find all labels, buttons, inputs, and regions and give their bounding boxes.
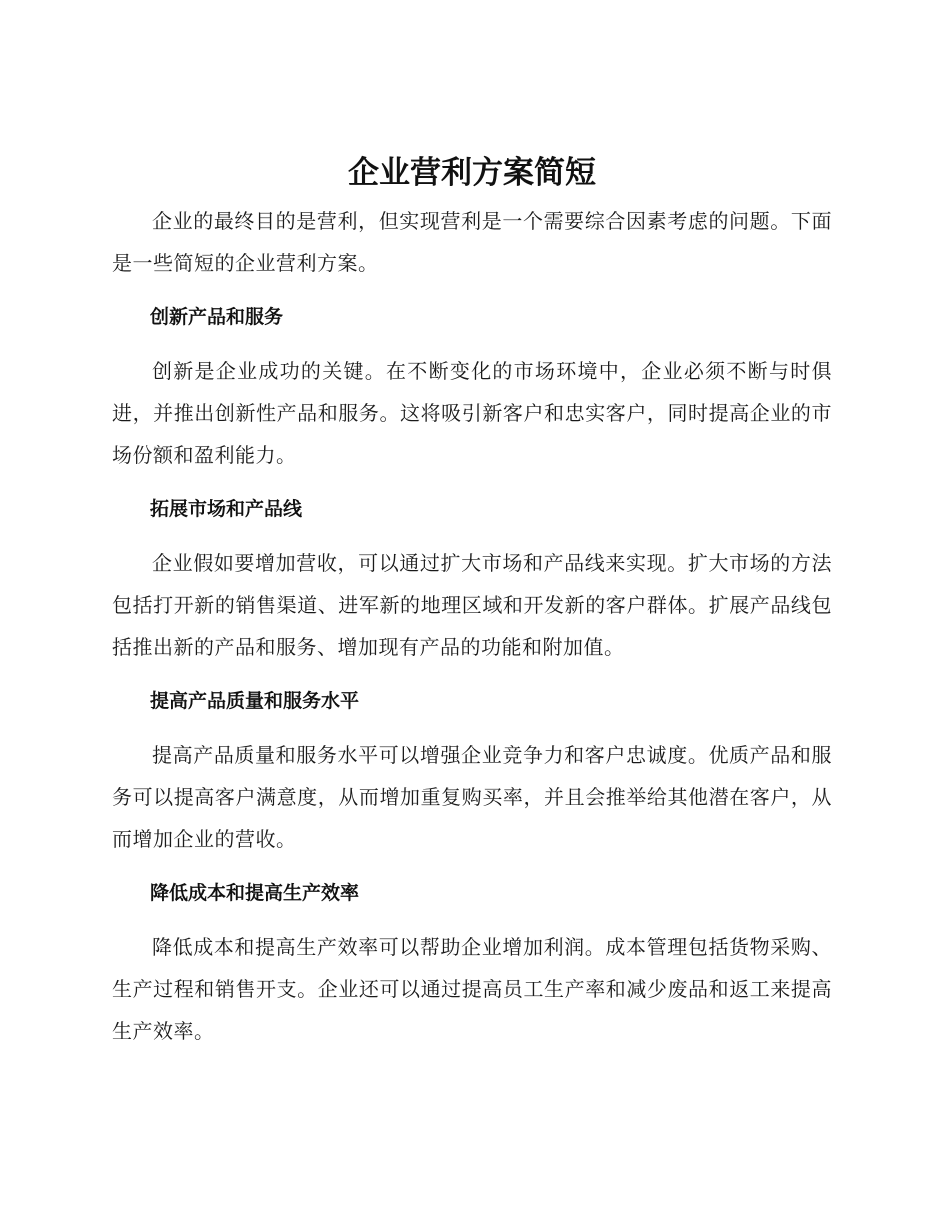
document-title: 企业营利方案简短	[348, 155, 596, 191]
section-heading-market-expansion: 拓展市场和产品线	[150, 498, 303, 520]
section-heading-cost-efficiency: 降低成本和提高生产效率	[150, 882, 360, 904]
section-heading-quality: 提高产品质量和服务水平	[150, 690, 360, 712]
section-body-quality: 提高产品质量和服务水平可以增强企业竞争力和客户忠诚度。优质产品和服务可以提高客户满意度，从而增加重复购买率，并且会推举给其他潜在客户，从而增加企业的营收。	[112, 743, 832, 851]
section-body-innovation: 创新是企业成功的关键。在不断变化的市场环境中，企业必须不断与时俱进，并推出创新性产品和服务。这将吸引新客户和忠实客户，同时提高企业的市场份额和盈利能力。	[112, 359, 832, 467]
section-body-cost-efficiency: 降低成本和提高生产效率可以帮助企业增加利润。成本管理包括货物采购、生产过程和销售开支。企业还可以通过提高员工生产率和减少废品和返工来提高生产效率。	[112, 935, 832, 1043]
document-page	[112, 150, 832, 1052]
intro-paragraph: 企业的最终目的是营利，但实现营利是一个需要综合因素考虑的问题。下面是一些简短的企业营利方案。	[112, 209, 832, 275]
section-heading-innovation: 创新产品和服务	[150, 306, 284, 328]
section-body-market-expansion: 企业假如要增加营收，可以通过扩大市场和产品线来实现。扩大市场的方法包括打开新的销售渠道、进军新的地理区域和开发新的客户群体。扩展产品线包括推出新的产品和服务、增加现有产品的功能和附加值。	[112, 551, 832, 659]
